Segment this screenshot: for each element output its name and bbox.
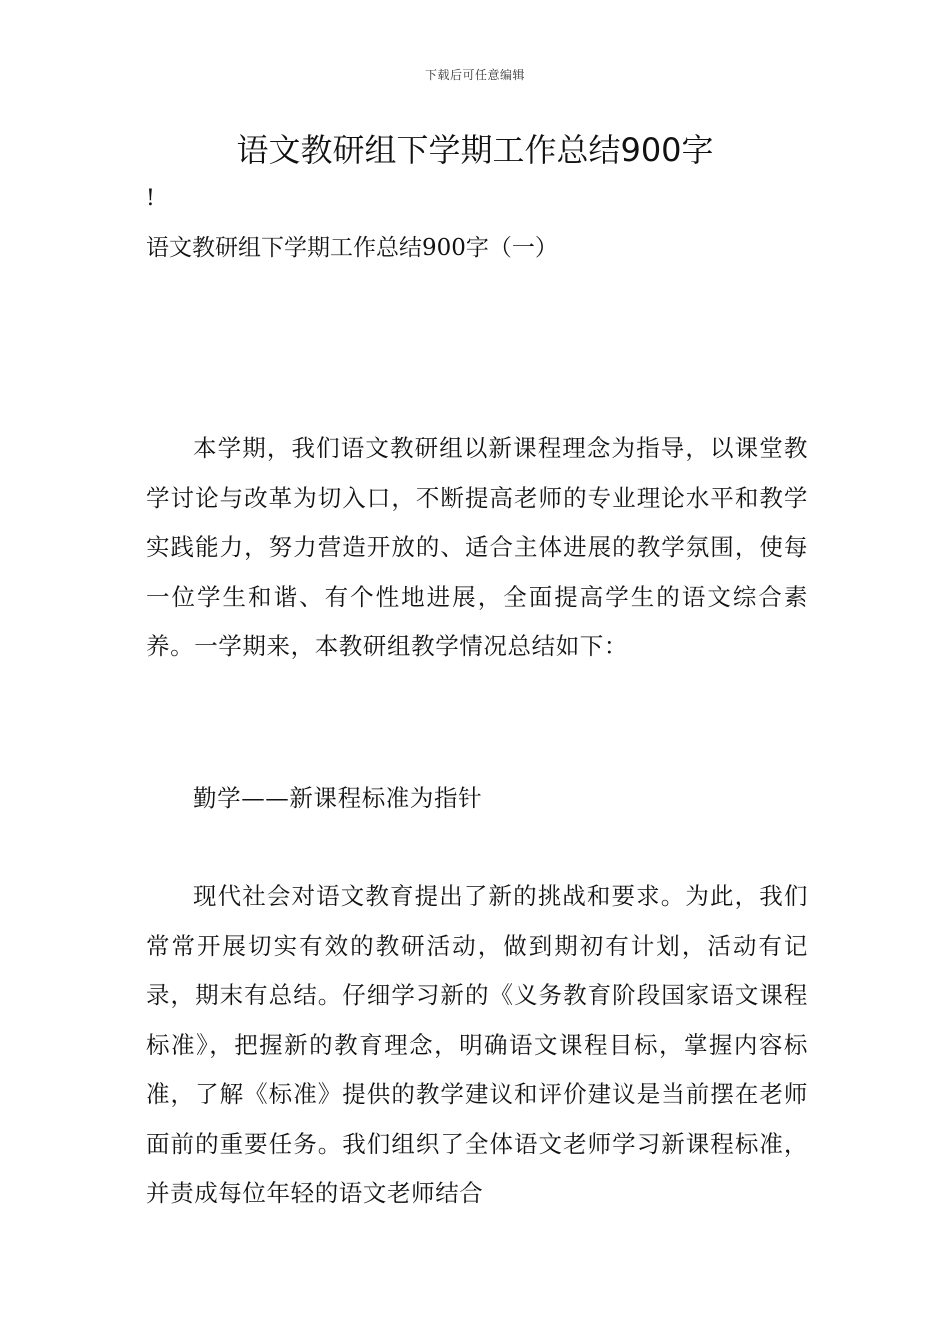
document-subtitle: 语文教研组下学期工作总结900字（一） [146,235,558,261]
section-heading: 勤学——新课程标准为指针 [193,784,483,812]
exclamation-mark: ! [146,186,155,211]
paragraph-intro: 本学期，我们语文教研组以新课程理念为指导，以课堂教学讨论与改革为切入口，不断提高老师的专业理论水平和教学实践能力，努力营造开放的、适合主体进展的教学氛围，使每一位学生和谐、有个性地进展，全面提高学生的语文综合素养。一学期来，本教研组教学情况总结如下： [146,434,808,660]
paragraph-section-1: 现代社会对语文教育提出了新的挑战和要求。为此，我们常常开展切实有效的教研活动，做到期初有计划，活动有记录，期末有总结。仔细学习新的《义务教育阶段国家语文课程标准》，把握新的教育理念，明确语文课程目标，掌握内容标准，了解《标准》提供的教学建议和评价建议是当前摆在老师面前的重要任务。我们组织了全体语文老师学习新课程标准，并责成每位年轻的语文老师结合 [146,882,808,1207]
header-note: 下载后可任意编辑 [424,68,525,82]
document-title: 语文教研组下学期工作总结900字 [236,131,714,169]
